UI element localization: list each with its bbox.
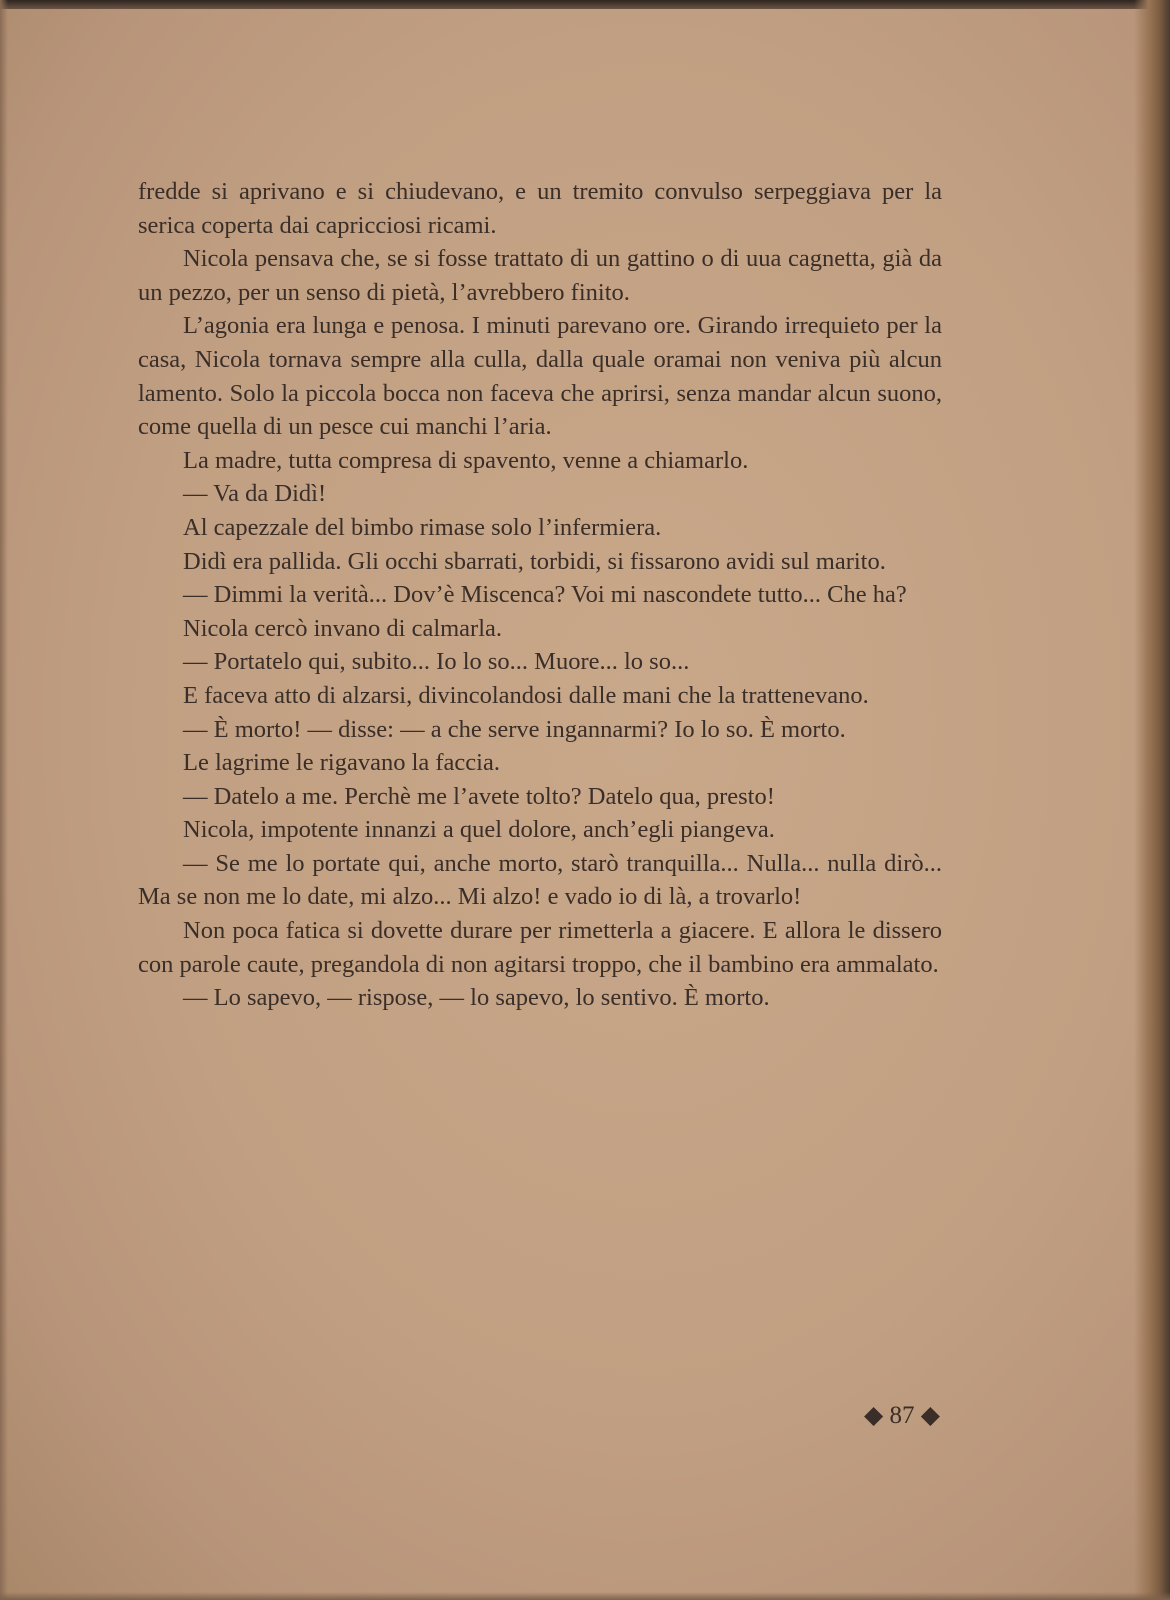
paragraph: Didì era pallida. Gli occhi sbarrati, torbidi, si fissarono avidi sul marito. — [183, 547, 886, 575]
paragraph: L’agonia era lunga e penosa. I minuti parevano ore. Girando irrequieto per la casa, Nicola tornava sempre alla culla, dalla quale oramai non veniva più alcun lamento. Solo la piccola bocca non faceva che aprirsi, senza mandar alcun suono, come quella di un pesce cui manchi l’aria. — [138, 312, 942, 441]
page-right-edge — [1134, 0, 1170, 1600]
paragraph: fredde si aprivano e si chiudevano, e un tremito convulso serpeggiava per la serica coperta dai capricciosi ricami. — [138, 178, 942, 239]
body-text — [138, 175, 942, 1015]
paragraph: — Se me lo portate qui, anche morto, starò tranquilla... Nulla... nulla dirò... Ma se non me lo date, mi alzo... Mi alzo! e vado io di là, a trovarlo! — [138, 849, 942, 911]
page-left-edge — [0, 0, 8, 1600]
page-bottom-edge — [0, 1592, 1170, 1600]
paragraph: Nicola cercò invano di calmarla. — [183, 614, 503, 642]
paragraph: — Datelo a me. Perchè me l’avete tolto? Datelo qua, presto! — [183, 782, 775, 810]
paragraph: Non poca fatica si dovette durare per rimetterla a giacere. E allora le dissero con parole caute, pregandola di non agitarsi troppo, che il bambino era ammalato. — [138, 917, 942, 978]
paragraph: — Dimmi la verità... Dov’è Miscenca? Voi mi nascondete tutto... Che ha? — [183, 581, 907, 609]
paragraph: Nicola pensava che, se si fosse trattato di un gattino o di uua cagnetta, già da un pezzo, per un senso di pietà, l’avrebbero finito. — [138, 245, 942, 306]
paragraph: — Va da Didì! — [183, 480, 327, 508]
paragraph: — Lo sapevo, — rispose, — lo sapevo, lo sentivo. È morto. — [183, 984, 770, 1012]
page-top-edge — [0, 0, 1170, 9]
paragraph: Le lagrime le rigavano la faccia. — [183, 749, 500, 777]
paragraph: Nicola, impotente innanzi a quel dolore, anch’egli piangeva. — [183, 816, 775, 844]
paragraph: — È morto! — disse: — a che serve ingannarmi? Io lo so. È morto. — [183, 715, 846, 743]
paragraph: La madre, tutta compresa di spavento, venne a chiamarlo. — [183, 446, 749, 474]
page-number: ◆ 87 ◆ — [864, 1402, 940, 1429]
paragraph: E faceva atto di alzarsi, divincolandosi dalle mani che la trattenevano. — [183, 681, 869, 709]
paragraph: Al capezzale del bimbo rimase solo l’infermiera. — [183, 513, 662, 541]
paragraph: — Portatelo qui, subito... Io lo so... Muore... lo so... — [183, 648, 690, 676]
